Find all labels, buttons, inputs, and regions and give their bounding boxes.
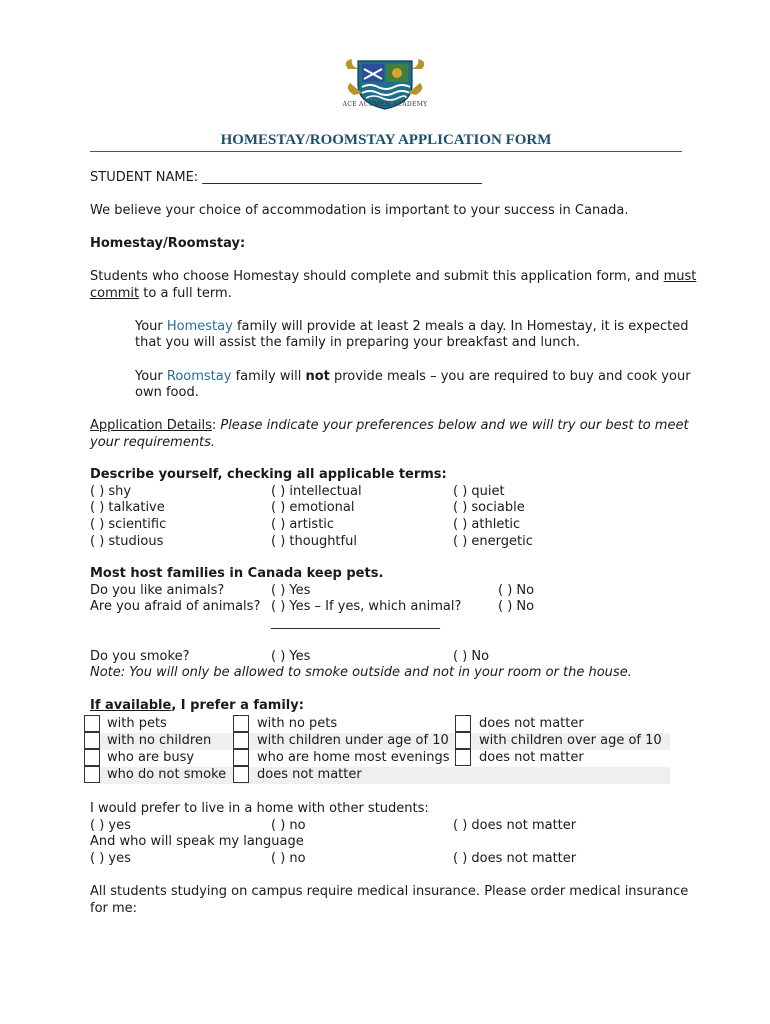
label-with-pets: with pets	[107, 716, 167, 731]
smoke-note: Note: You will only be allowed to smoke outside and not in your room or the house.	[90, 665, 632, 680]
option-sociable[interactable]: ( ) sociable	[453, 500, 525, 515]
checkbox-who-do-not-smoke[interactable]	[84, 766, 100, 783]
label-children-over-10: with children over age of 10	[479, 733, 662, 748]
intro-text: We believe your choice of accommodation is important to your success in Canada.	[90, 203, 629, 218]
label-home-most-evenings: who are home most evenings	[257, 750, 450, 765]
checkbox-home-most-evenings[interactable]	[233, 749, 249, 766]
application-details-line1: Application Details: Please indicate your preferences below and we will try our best to meet	[90, 418, 689, 433]
checkbox-children-under-10[interactable]	[233, 732, 249, 749]
pets-q1-yes[interactable]: ( ) Yes	[271, 583, 311, 598]
label-children-under-10: with children under age of 10	[257, 733, 449, 748]
label-pets-does-not-matter: does not matter	[479, 716, 584, 731]
other-students-yes[interactable]: ( ) yes	[90, 818, 131, 833]
students-para-line2: commit to a full term.	[90, 286, 232, 301]
homestay-para-line1: Your Homestay family will provide at least 2 meals a day. In Homestay, it is expected	[135, 319, 689, 334]
student-name-field[interactable]: ___________________________________________	[202, 170, 482, 185]
label-with-no-pets: with no pets	[257, 716, 338, 731]
smoke-label: Do you smoke?	[90, 649, 190, 664]
checkbox-who-are-busy[interactable]	[84, 749, 100, 766]
pets-animal-field[interactable]: __________________________	[271, 615, 440, 630]
insurance-line1: All students studying on campus require medical insurance. Please order medical insurance	[90, 884, 689, 899]
label-who-are-busy: who are busy	[107, 750, 195, 765]
homestay-link: Homestay	[166, 319, 233, 334]
checkbox-with-no-pets[interactable]	[233, 715, 249, 732]
roomstay-para-line1: Your Roomstay family will not provide meals – you are required to buy and cook your	[135, 369, 691, 384]
other-students-question: I would prefer to live in a home with other students:	[90, 801, 429, 816]
logo-caption: ACE ACUMEN ACADEMY	[342, 101, 428, 108]
checkbox-children-over-10[interactable]	[455, 732, 471, 749]
label-smoke-does-not-matter: does not matter	[257, 767, 362, 782]
label-with-no-children: with no children	[107, 733, 212, 748]
option-intellectual[interactable]: ( ) intellectual	[271, 484, 362, 499]
describe-heading: Describe yourself, checking all applicable terms:	[90, 467, 447, 482]
option-shy[interactable]: ( ) shy	[90, 484, 132, 499]
checkbox-smoke-does-not-matter[interactable]	[233, 766, 249, 783]
option-energetic[interactable]: ( ) energetic	[453, 534, 533, 549]
option-talkative[interactable]: ( ) talkative	[90, 500, 165, 515]
roomstay-para-line2: own food.	[135, 385, 199, 400]
pets-q2-label: Are you afraid of animals?	[90, 599, 261, 614]
option-studious[interactable]: ( ) studious	[90, 534, 164, 549]
other-students-does-not-matter[interactable]: ( ) does not matter	[453, 818, 577, 833]
roomstay-link: Roomstay	[166, 369, 232, 384]
checkbox-busy-does-not-matter[interactable]	[455, 749, 471, 766]
label-who-do-not-smoke: who do not smoke	[107, 767, 227, 782]
label-busy-does-not-matter: does not matter	[479, 750, 584, 765]
family-pref-heading: If available, I prefer a family:	[90, 698, 304, 713]
form-title: HOMESTAY/ROOMSTAY APPLICATION FORM	[220, 132, 552, 148]
checkbox-pets-does-not-matter[interactable]	[455, 715, 471, 732]
homestay-heading: Homestay/Roomstay:	[90, 236, 246, 251]
student-name-label: STUDENT NAME:	[90, 170, 199, 185]
option-thoughtful[interactable]: ( ) thoughtful	[271, 534, 357, 549]
insurance-line2: for me:	[90, 901, 138, 916]
option-quiet[interactable]: ( ) quiet	[453, 484, 505, 499]
title-divider	[90, 151, 682, 152]
option-athletic[interactable]: ( ) athletic	[453, 517, 521, 532]
checkbox-with-pets[interactable]	[84, 715, 100, 732]
pets-q2-no[interactable]: ( ) No	[498, 599, 535, 614]
pets-q1-label: Do you like animals?	[90, 583, 225, 598]
smoke-no[interactable]: ( ) No	[453, 649, 490, 664]
option-emotional[interactable]: ( ) emotional	[271, 500, 355, 515]
pets-q1-no[interactable]: ( ) No	[498, 583, 535, 598]
option-scientific[interactable]: ( ) scientific	[90, 517, 167, 532]
other-students-no[interactable]: ( ) no	[271, 818, 306, 833]
option-artistic[interactable]: ( ) artistic	[271, 517, 335, 532]
student-name-row	[90, 170, 482, 186]
application-details-line2: your requirements.	[90, 435, 216, 450]
language-no[interactable]: ( ) no	[271, 851, 306, 866]
language-yes[interactable]: ( ) yes	[90, 851, 131, 866]
pets-q2-yes[interactable]: ( ) Yes – If yes, which animal?	[271, 599, 462, 614]
students-para-line1: Students who choose Homestay should complete and submit this application form, and must	[90, 269, 697, 284]
checkbox-with-no-children[interactable]	[84, 732, 100, 749]
smoke-yes[interactable]: ( ) Yes	[271, 649, 311, 664]
pets-heading: Most host families in Canada keep pets.	[90, 566, 384, 581]
homestay-para-line2: that you will assist the family in preparing your breakfast and lunch.	[135, 335, 581, 350]
language-does-not-matter[interactable]: ( ) does not matter	[453, 851, 577, 866]
language-question: And who will speak my language	[90, 834, 304, 849]
